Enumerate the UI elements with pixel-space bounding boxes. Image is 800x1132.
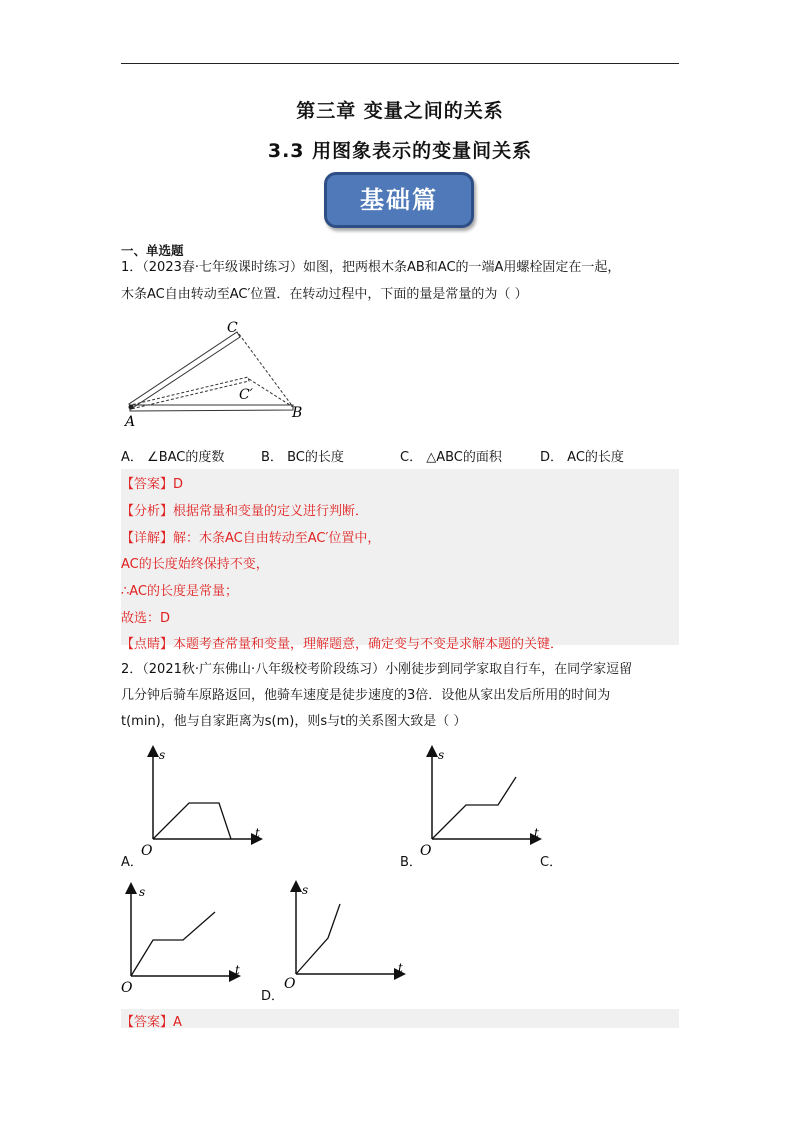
level-badge: 基础篇 <box>324 172 474 228</box>
q1-choose: 故选：D <box>121 611 171 626</box>
q2-stem-line1: 2．（2021秋·广东佛山·八年级校考阶段练习）小刚徒步到同学家取自行车，在同学家逗留 <box>121 662 633 677</box>
option-letter: C． <box>400 450 423 465</box>
section-heading: 一、单选题 <box>121 243 184 258</box>
q2-graph-a <box>141 743 271 861</box>
axis-t: t <box>255 826 260 840</box>
option-text: ∠BAC的度数 <box>147 450 225 465</box>
q1-detail-3: ∴AC的长度是常量； <box>121 584 239 599</box>
q1-analysis: 【分析】根据常量和变量的定义进行判断． <box>121 504 369 519</box>
q2-solution-box <box>121 1009 679 1028</box>
header-rule <box>121 63 679 64</box>
q2-option-b: B． <box>400 855 422 870</box>
section-title: 3.3 用图象表示的变量间关系 <box>267 140 533 162</box>
q2-option-a: A． <box>121 855 143 870</box>
option-letter: B． <box>261 450 283 465</box>
axis-s: s <box>438 748 445 762</box>
q1-figure <box>121 318 321 430</box>
option-text: AC的长度 <box>567 450 624 465</box>
axis-t: t <box>398 961 403 975</box>
q2-answer: 【答案】A <box>121 1015 182 1030</box>
q2-graph-b <box>420 743 550 861</box>
q1-option-d <box>540 446 624 465</box>
axis-t: t <box>534 826 539 840</box>
origin: O <box>141 843 153 859</box>
q1-option-c <box>400 446 502 465</box>
q1-option-b <box>261 446 344 465</box>
label-A: A <box>125 414 136 430</box>
q2-option-c: C． <box>540 855 563 870</box>
q2-graph-c <box>119 880 249 998</box>
q2-graph-d <box>284 878 414 996</box>
q1-stem-line1: 1．（2023春·七年级课时练习）如图，把两根木条AB和AC的一端A用螺栓固定在一起， <box>121 260 621 275</box>
q1-comment: 【点睛】本题考查常量和变量，理解题意，确定变与不变是求解本题的关键． <box>121 637 564 652</box>
q2-option-d: D． <box>261 989 285 1004</box>
origin: O <box>420 843 432 859</box>
option-letter: A． <box>121 450 143 465</box>
option-letter: D． <box>540 450 564 465</box>
q2-stem-line2: 几分钟后骑车原路返回，他骑车速度是徒步速度的3倍．设他从家出发后所用的时间为 <box>121 688 611 703</box>
q2-stem-line3: t(min)，他与自家距离为s(m)，则s与t的关系图大致是（ ） <box>121 714 467 729</box>
q1-answer: 【答案】D <box>121 477 184 492</box>
q1-stem-line2: 木条AC自由转动至AC′位置．在转动过程中，下面的量是常量的为（ ） <box>121 287 528 302</box>
origin: O <box>121 980 133 996</box>
q1-detail-1: 【详解】解：木条AC自由转动至AC′位置中， <box>121 531 381 546</box>
label-B: B <box>292 405 303 421</box>
axis-s: s <box>139 885 146 899</box>
origin: O <box>284 976 296 992</box>
chapter-title: 第三章 变量之间的关系 <box>296 100 504 122</box>
option-text: △ABC的面积 <box>426 450 502 465</box>
option-text: BC的长度 <box>287 450 344 465</box>
q1-detail-2: AC的长度始终保持不变， <box>121 557 269 572</box>
axis-s: s <box>159 748 166 762</box>
label-C: C <box>227 320 238 336</box>
q1-option-a <box>121 446 224 465</box>
axis-t: t <box>235 963 240 977</box>
axis-s: s <box>302 883 309 897</box>
label-C-prime: C′ <box>239 387 253 403</box>
